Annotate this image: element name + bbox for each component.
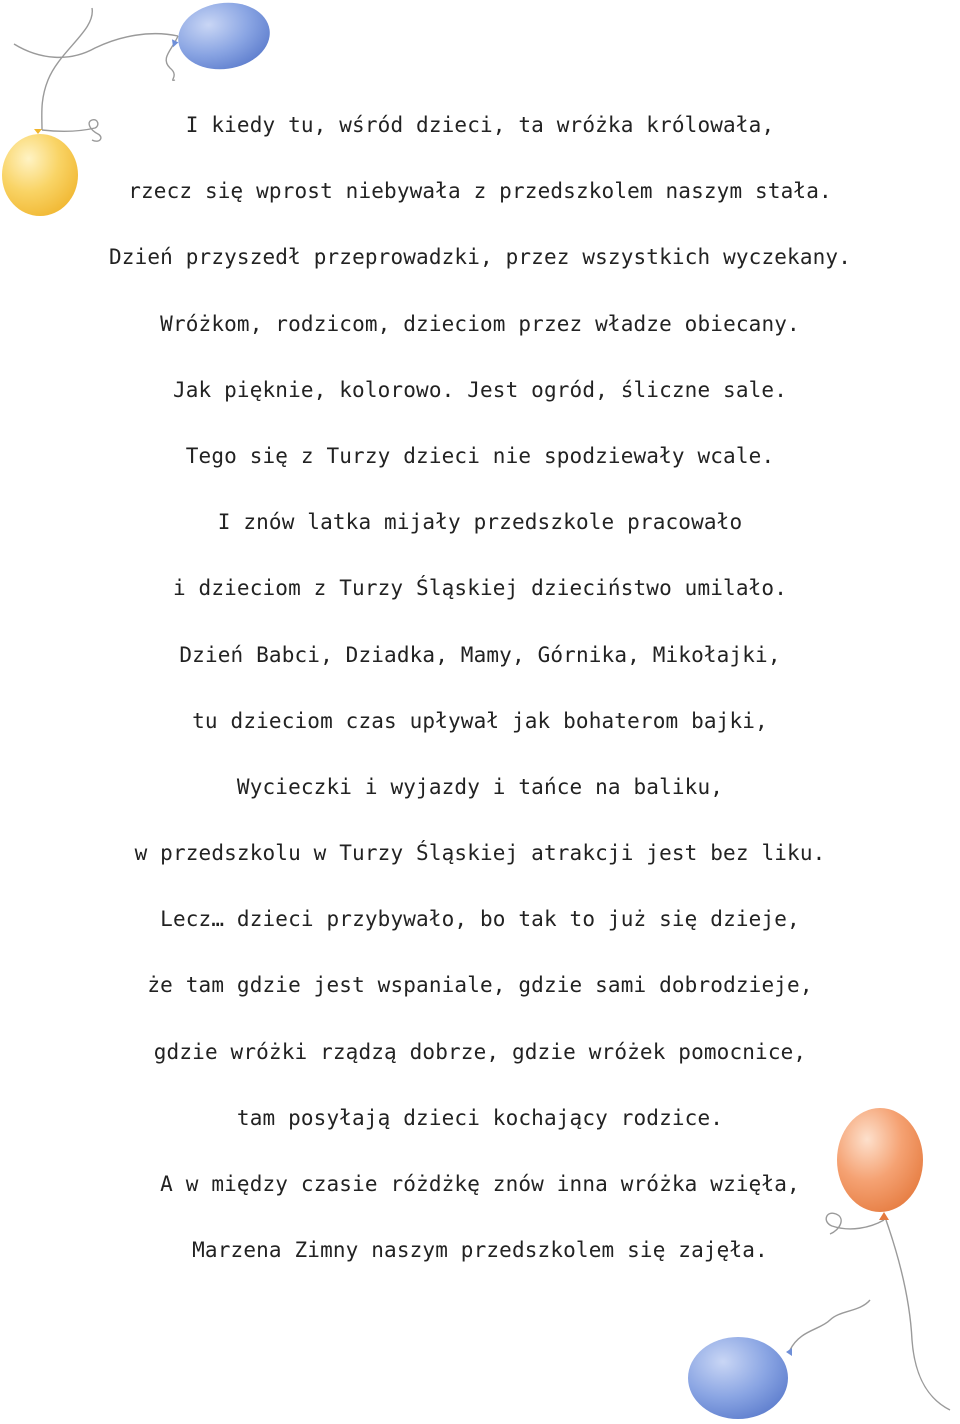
poem-line: w przedszkolu w Turzy Śląskiej atrakcji jest bez liku. <box>134 841 826 866</box>
poem-line: i dzieciom z Turzy Śląskiej dzieciństwo umilało. <box>172 576 788 601</box>
poem-line: Marzena Zimny naszym przedszkolem się zajęła. <box>192 1238 768 1263</box>
poem-line: Dzień przyszedł przeprowadzki, przez wszystkich wyczekany. <box>109 245 851 270</box>
poem-line: Lecz… dzieci przybywało, bo tak to już się dzieje, <box>160 907 800 932</box>
poem-line: tu dzieciom czas upływał jak bohaterom bajki, <box>192 708 768 733</box>
blue-balloon-bottom <box>688 1337 792 1419</box>
poem-line: rzecz się wprost niebywała z przedszkolem naszym stała. <box>128 179 832 204</box>
poem-line: Wycieczki i wyjazdy i tańce na baliku, <box>236 774 724 799</box>
poem-line: tam posyłają dzieci kochający rodzice. <box>236 1105 724 1130</box>
poem-line: gdzie wróżki rządzą dobrze, gdzie wróżek pomocnice, <box>153 1039 807 1064</box>
poem-line: że tam gdzie jest wspaniale, gdzie sami dobrodzieje, <box>147 973 813 998</box>
poem-line: I kiedy tu, wśród dzieci, ta wróżka królowała, <box>185 113 775 137</box>
poem-line: Jak pięknie, kolorowo. Jest ogród, śliczne sale. <box>172 377 788 402</box>
blue-balloon-top <box>168 0 274 76</box>
poem-line: I znów latka mijały przedszkole pracowało <box>217 510 743 535</box>
poem-line: Wróżkom, rodzicom, dzieciom przez władze obiecany. <box>160 311 800 336</box>
poem-line: Tego się z Turzy dzieci nie spodziewały wcale. <box>185 443 775 468</box>
poem-line: Dzień Babci, Dziadka, Mamy, Górnika, Mikołajki, <box>179 642 781 667</box>
poem-text <box>0 103 960 1294</box>
poem-line: A w między czasie różdżkę znów inna wróżka wzięła, <box>160 1172 800 1196</box>
